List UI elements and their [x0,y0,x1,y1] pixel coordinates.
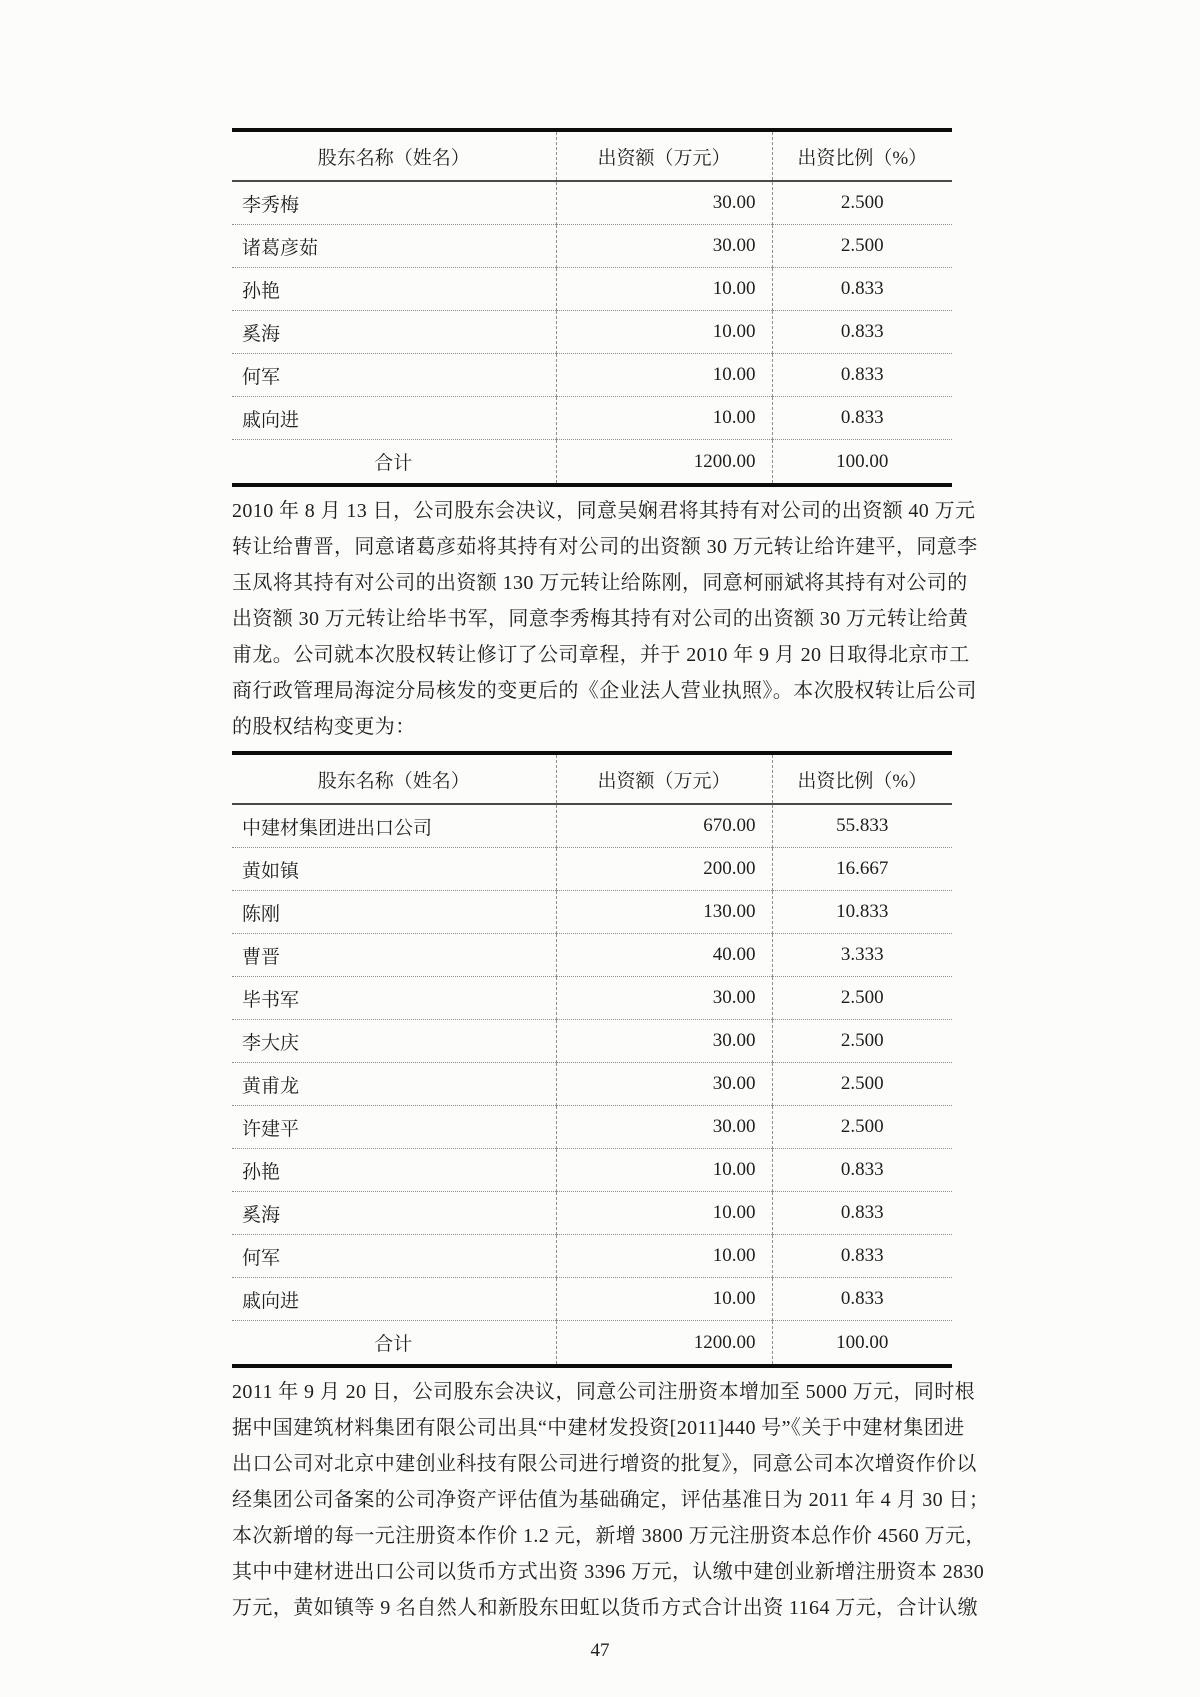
amount-cell: 40.00 [556,934,772,977]
text-line: 2011 年 9 月 20 日，公司股东会决议，同意公司注册资本增加至 5000 万元，同时根 [232,1381,976,1403]
page-number: 47 [590,1640,610,1661]
pct-cell: 2.500 [772,1063,952,1106]
pct-cell: 0.833 [772,268,952,311]
text-line: 甫龙。公司就本次股权转让修订了公司章程，并于 2010 年 9 月 20 日取得北京市工 [232,644,970,666]
text-line: 据中国建筑材料集团有限公司出具“中建材发投资[2011]440 号”《关于中建材集团进 [232,1417,965,1439]
total-pct-cell: 100.00 [836,1331,889,1353]
pct-cell: 2.500 [772,1106,952,1149]
total-amount-cell: 1200.00 [556,1321,772,1367]
table-row [232,804,952,848]
table-total-row [232,440,952,486]
table-row [232,1235,952,1278]
table-row [232,848,952,891]
page-content [232,128,990,1662]
column-header-shareholder-name: 股东名称（姓名） [232,753,556,804]
amount-cell: 30.00 [556,181,772,225]
column-header-contribution-amount: 出资额（万元） [556,753,772,804]
text-line: 的股权结构变更为： [232,716,416,738]
text-line: 万元，黄如镇等 9 名自然人和新股东田虹以货币方式合计出资 1164 万元，合计认缴 [232,1597,979,1619]
name-cell: 奚海 [232,1192,556,1235]
pct-cell: 0.833 [772,1192,952,1235]
table-row [232,1020,952,1063]
table-header-row [232,130,952,181]
amount-cell: 30.00 [556,1106,772,1149]
pct-cell: 2.500 [772,1020,952,1063]
name-cell: 中建材集团进出口公司 [232,804,556,848]
text-line: 本次新增的每一元注册资本作价 1.2 元，新增 3800 万元注册资本总作价 4560 万元， [232,1525,986,1547]
name-cell: 曹晋 [232,934,556,977]
pct-cell: 55.833 [772,804,952,848]
amount-cell: 30.00 [556,225,772,268]
pct-cell: 10.833 [772,891,952,934]
table-row [232,311,952,354]
column-header-shareholder-name: 股东名称（姓名） [232,130,556,181]
pct-cell: 0.833 [772,1235,952,1278]
text-line: 经集团公司备案的公司净资产评估值为基础确定，评估基准日为 2011 年 4 月 30 日； [232,1489,990,1511]
paragraph-2010-equity-transfer [232,493,978,745]
total-name-cell: 合计 [232,1321,556,1367]
column-header-contribution-ratio: 出资比例（%） [772,753,952,804]
text-line: 出资额 30 万元转让给毕书军，同意李秀梅其持有对公司的出资额 30 万元转让给黄 [232,608,969,630]
name-cell: 李大庆 [232,1020,556,1063]
name-cell: 黄甫龙 [232,1063,556,1106]
text-line: 2010 年 8 月 13 日，公司股东会决议，同意吴娴君将其持有对公司的出资额 40 万元 [232,500,976,522]
text-line: 出口公司对北京中建创业科技有限公司进行增资的批复》，同意公司本次增资作价以 [232,1453,977,1475]
shareholder-table-after-transfer [232,751,952,1368]
total-pct-cell: 100.00 [836,450,889,472]
name-cell: 黄如镇 [232,848,556,891]
pct-cell: 0.833 [772,1278,952,1321]
shareholder-table-before-transfer [232,128,952,487]
table-row [232,397,952,440]
table-row [232,1106,952,1149]
text-line: 商行政管理局海淀分局核发的变更后的《企业法人营业执照》。本次股权转让后公司 [232,680,977,702]
name-cell: 李秀梅 [232,181,556,225]
name-cell: 诸葛彦茹 [232,225,556,268]
name-cell: 戚向进 [232,1278,556,1321]
amount-cell: 30.00 [556,1063,772,1106]
name-cell: 戚向进 [232,397,556,440]
table-row [232,225,952,268]
table-row [232,268,952,311]
table-row [232,1192,952,1235]
amount-cell: 10.00 [556,268,772,311]
pct-cell: 0.833 [772,397,952,440]
total-amount-cell: 1200.00 [556,440,772,486]
table-header-row [232,753,952,804]
pct-cell: 3.333 [772,934,952,977]
amount-cell: 200.00 [556,848,772,891]
table-row [232,1149,952,1192]
amount-cell: 10.00 [556,354,772,397]
text-line: 转让给曹晋，同意诸葛彦茹将其持有对公司的出资额 30 万元转让给许建平，同意李 [232,536,978,558]
amount-cell: 10.00 [556,1278,772,1321]
amount-cell: 10.00 [556,1192,772,1235]
amount-cell: 670.00 [556,804,772,848]
name-cell: 何军 [232,354,556,397]
table-row [232,934,952,977]
column-header-contribution-amount: 出资额（万元） [556,130,772,181]
column-header-contribution-ratio: 出资比例（%） [772,130,952,181]
name-cell: 何军 [232,1235,556,1278]
pct-cell: 0.833 [772,311,952,354]
amount-cell: 30.00 [556,1020,772,1063]
amount-cell: 130.00 [556,891,772,934]
name-cell: 许建平 [232,1106,556,1149]
amount-cell: 10.00 [556,397,772,440]
pct-cell: 2.500 [772,977,952,1020]
pct-cell: 0.833 [772,1149,952,1192]
table-row [232,1278,952,1321]
table-row [232,1063,952,1106]
text-line: 玉凤将其持有对公司的出资额 130 万元转让给陈刚，同意柯丽斌将其持有对公司的 [232,572,968,594]
table-total-row [232,1321,952,1367]
table-row [232,181,952,225]
amount-cell: 30.00 [556,977,772,1020]
name-cell: 孙艳 [232,1149,556,1192]
table-row [232,354,952,397]
pct-cell: 2.500 [772,225,952,268]
pct-cell: 2.500 [772,181,952,225]
pct-cell: 16.667 [772,848,952,891]
table-row [232,891,952,934]
amount-cell: 10.00 [556,311,772,354]
pct-cell: 0.833 [772,354,952,397]
table-row [232,977,952,1020]
paragraph-2011-capital-increase [232,1374,990,1626]
text-line: 其中中建材进出口公司以货币方式出资 3396 万元，认缴中建创业新增注册资本 2830 [232,1561,985,1583]
name-cell: 奚海 [232,311,556,354]
name-cell: 孙艳 [232,268,556,311]
name-cell: 陈刚 [232,891,556,934]
amount-cell: 10.00 [556,1149,772,1192]
name-cell: 毕书军 [232,977,556,1020]
amount-cell: 10.00 [556,1235,772,1278]
total-name-cell: 合计 [232,440,556,486]
